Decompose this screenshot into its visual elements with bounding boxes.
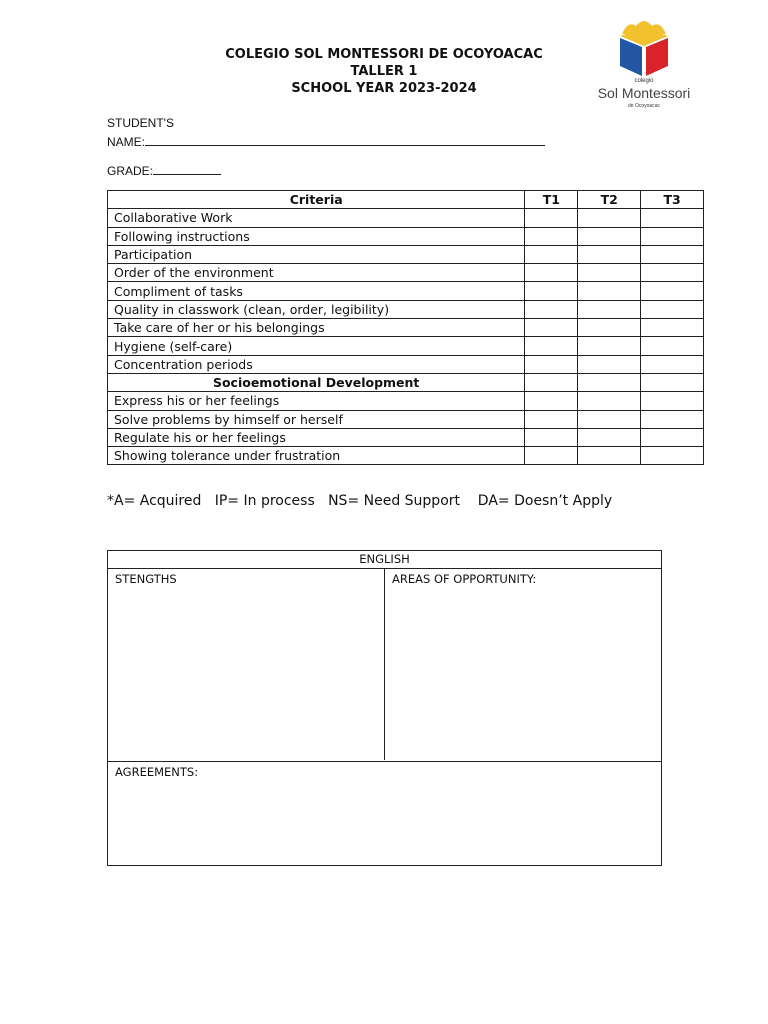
grading-legend: *A= Acquired IP= In process NS= Need Support DA= Doesn’t Apply [107, 493, 613, 509]
score-cell-t3[interactable] [641, 209, 704, 227]
score-cell-t2[interactable] [578, 227, 641, 245]
criteria-label: Concentration periods [108, 355, 525, 373]
header-t1: T1 [525, 191, 578, 209]
table-row [108, 227, 704, 245]
score-cell-t1[interactable] [525, 282, 578, 300]
student-name-input[interactable] [145, 134, 545, 146]
student-label-line1: STUDENT'S [107, 116, 174, 130]
score-cell-t2[interactable] [578, 209, 641, 227]
workshop-title: TALLER 1 [350, 64, 418, 79]
strengths-cell[interactable] [108, 569, 385, 760]
score-cell-t1[interactable] [525, 319, 578, 337]
score-cell-t3[interactable] [641, 447, 704, 465]
score-cell-t2[interactable] [578, 264, 641, 282]
section-label: Socioemotional Development [108, 373, 525, 391]
header-t2: T2 [578, 191, 641, 209]
section-header-row [108, 373, 704, 391]
strengths-label: STENGTHS [115, 572, 177, 586]
grade-input[interactable] [153, 163, 221, 175]
score-cell-t3[interactable] [641, 282, 704, 300]
criteria-label: Quality in classwork (clean, order, legibility) [108, 300, 525, 318]
score-cell-t2[interactable] [578, 245, 641, 263]
english-title: ENGLISH [108, 551, 661, 569]
student-name-line [107, 134, 545, 149]
score-cell-t1[interactable] [525, 209, 578, 227]
school-year: SCHOOL YEAR 2023-2024 [291, 81, 477, 96]
score-cell-t3[interactable] [641, 373, 704, 391]
table-row [108, 447, 704, 465]
criteria-label: Express his or her feelings [108, 392, 525, 410]
criteria-label: Order of the environment [108, 264, 525, 282]
score-cell-t1[interactable] [525, 355, 578, 373]
score-cell-t1[interactable] [525, 245, 578, 263]
logo-small-bottom: de Ocoyoacac [628, 103, 660, 109]
agreements-label: AGREEMENTS: [115, 765, 199, 779]
criteria-label: Collaborative Work [108, 209, 525, 227]
document-header [160, 46, 608, 97]
score-cell-t3[interactable] [641, 392, 704, 410]
score-cell-t2[interactable] [578, 355, 641, 373]
school-logo [592, 18, 696, 114]
score-cell-t2[interactable] [578, 447, 641, 465]
table-row [108, 428, 704, 446]
criteria-label: Following instructions [108, 227, 525, 245]
logo-small-top: colegio [634, 78, 654, 84]
agreements-cell[interactable] [108, 761, 661, 866]
score-cell-t3[interactable] [641, 245, 704, 263]
criteria-label: Participation [108, 245, 525, 263]
score-cell-t2[interactable] [578, 410, 641, 428]
criteria-label: Compliment of tasks [108, 282, 525, 300]
score-cell-t3[interactable] [641, 337, 704, 355]
table-row [108, 282, 704, 300]
score-cell-t3[interactable] [641, 428, 704, 446]
score-cell-t2[interactable] [578, 392, 641, 410]
table-row [108, 392, 704, 410]
criteria-label: Showing tolerance under frustration [108, 447, 525, 465]
score-cell-t3[interactable] [641, 319, 704, 337]
score-cell-t3[interactable] [641, 355, 704, 373]
score-cell-t1[interactable] [525, 428, 578, 446]
score-cell-t1[interactable] [525, 392, 578, 410]
score-cell-t3[interactable] [641, 264, 704, 282]
table-row [108, 355, 704, 373]
score-cell-t3[interactable] [641, 300, 704, 318]
score-cell-t2[interactable] [578, 428, 641, 446]
score-cell-t1[interactable] [525, 410, 578, 428]
score-cell-t1[interactable] [525, 373, 578, 391]
score-cell-t2[interactable] [578, 319, 641, 337]
criteria-table [107, 190, 704, 465]
score-cell-t1[interactable] [525, 447, 578, 465]
score-cell-t3[interactable] [641, 227, 704, 245]
table-row [108, 264, 704, 282]
score-cell-t2[interactable] [578, 373, 641, 391]
score-cell-t1[interactable] [525, 264, 578, 282]
header-t3: T3 [641, 191, 704, 209]
criteria-label: Take care of her or his belongings [108, 319, 525, 337]
table-row [108, 410, 704, 428]
grade-label: GRADE: [107, 164, 154, 178]
header-criteria: Criteria [108, 191, 525, 209]
school-name: COLEGIO SOL MONTESSORI DE OCOYOACAC [225, 47, 543, 62]
criteria-label: Solve problems by himself or herself [108, 410, 525, 428]
grade-field [107, 163, 221, 178]
student-label-line2: NAME: [107, 135, 146, 149]
table-row [108, 245, 704, 263]
criteria-label: Hygiene (self-care) [108, 337, 525, 355]
opportunity-cell[interactable] [385, 569, 661, 760]
table-row [108, 319, 704, 337]
criteria-label: Regulate his or her feelings [108, 428, 525, 446]
score-cell-t2[interactable] [578, 300, 641, 318]
opportunity-label: AREAS OF OPPORTUNITY: [392, 572, 537, 586]
logo-name: Sol Montessori [597, 85, 691, 101]
score-cell-t1[interactable] [525, 337, 578, 355]
table-row [108, 337, 704, 355]
score-cell-t2[interactable] [578, 282, 641, 300]
score-cell-t2[interactable] [578, 337, 641, 355]
score-cell-t3[interactable] [641, 410, 704, 428]
score-cell-t1[interactable] [525, 300, 578, 318]
table-row [108, 300, 704, 318]
student-name-field [107, 116, 174, 130]
table-row [108, 209, 704, 227]
criteria-header-row [108, 191, 704, 209]
english-evaluation-box [107, 550, 662, 866]
score-cell-t1[interactable] [525, 227, 578, 245]
logo-cube-icon [592, 18, 696, 78]
